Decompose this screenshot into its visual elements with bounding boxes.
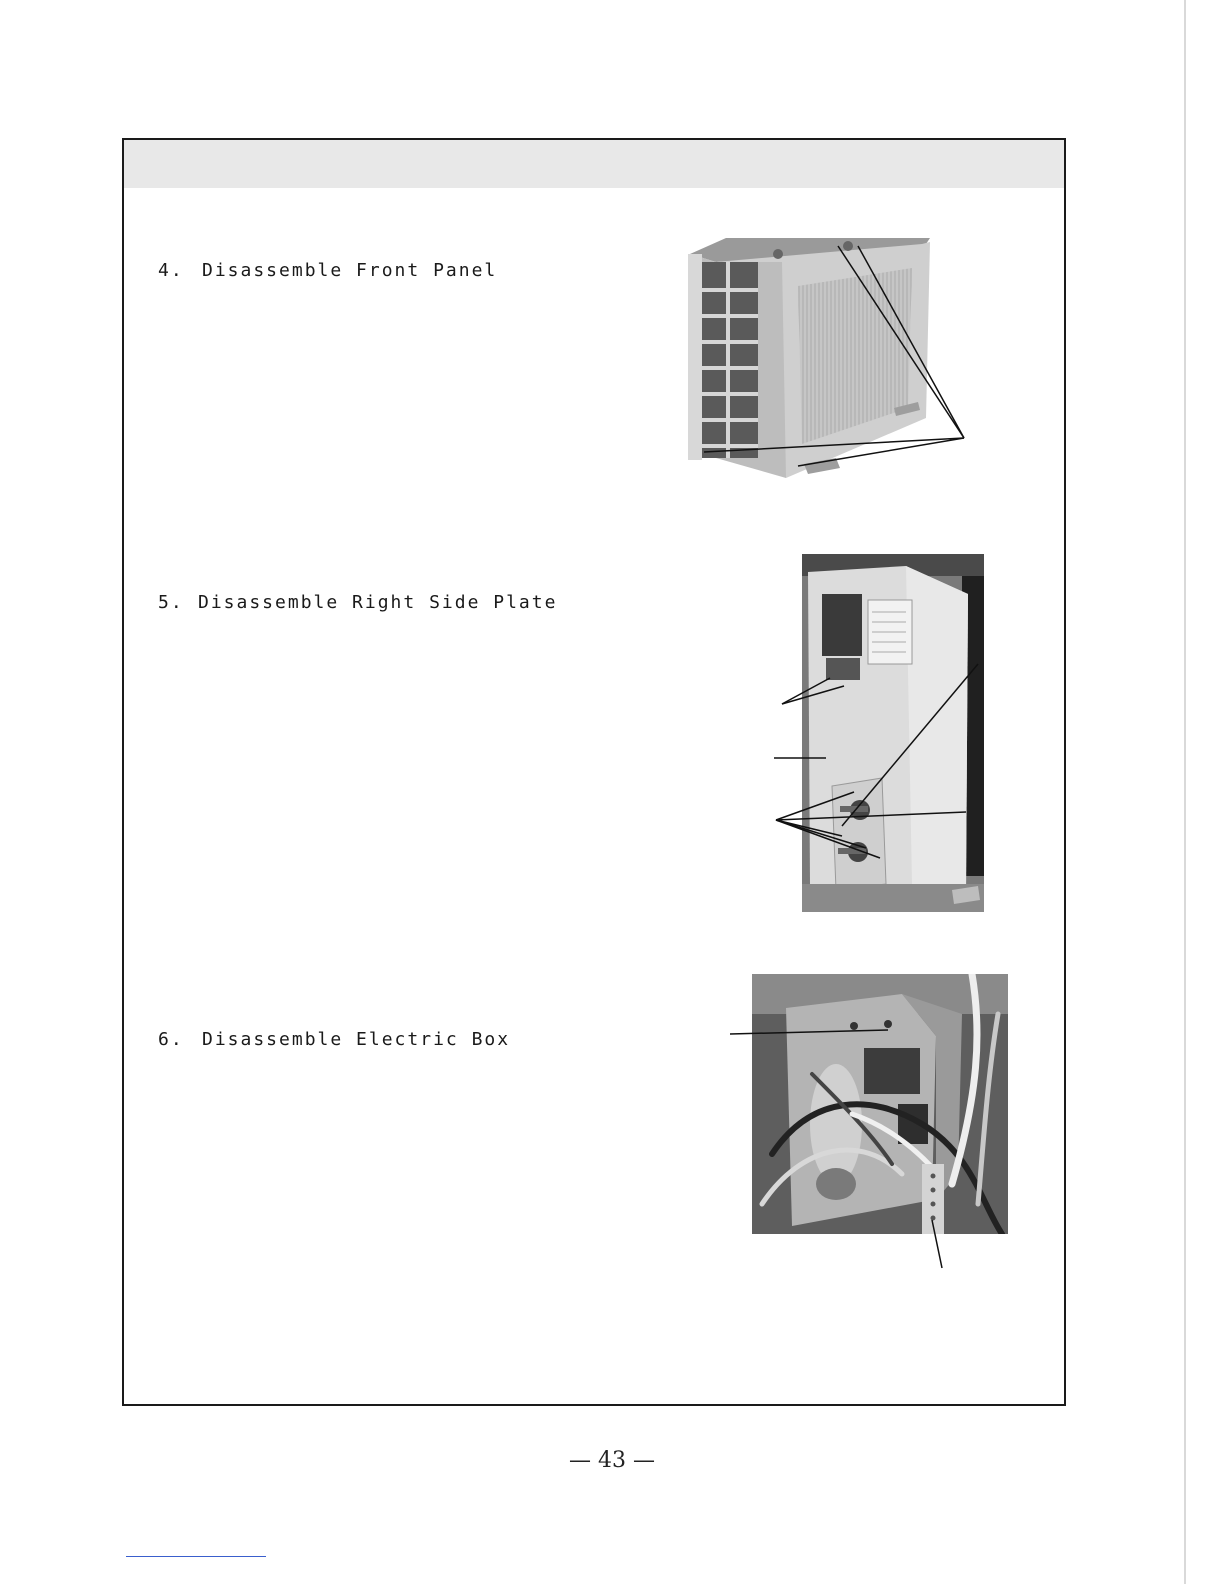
step-number: 5. [158,592,184,613]
step-title: Disassemble Electric Box [202,1029,511,1050]
frame-header-bar [124,140,1064,188]
step-number: 4. [158,260,184,281]
step-title: Disassemble Front Panel [202,260,498,281]
step-title: Disassemble Right Side Plate [198,592,558,613]
page-number: — 43 — [569,1448,655,1473]
page-edge-rule [1184,0,1186,1584]
outdoor-unit-right-side-plate-photo [802,554,984,912]
footer-rule [126,1556,266,1557]
outdoor-unit-front-panel-photo [686,232,936,482]
step-5-heading [158,592,557,613]
step-6-heading [158,1029,510,1050]
step-4-heading [158,260,497,281]
electric-box-wiring-photo [752,974,1008,1234]
step-number: 6. [158,1029,184,1050]
